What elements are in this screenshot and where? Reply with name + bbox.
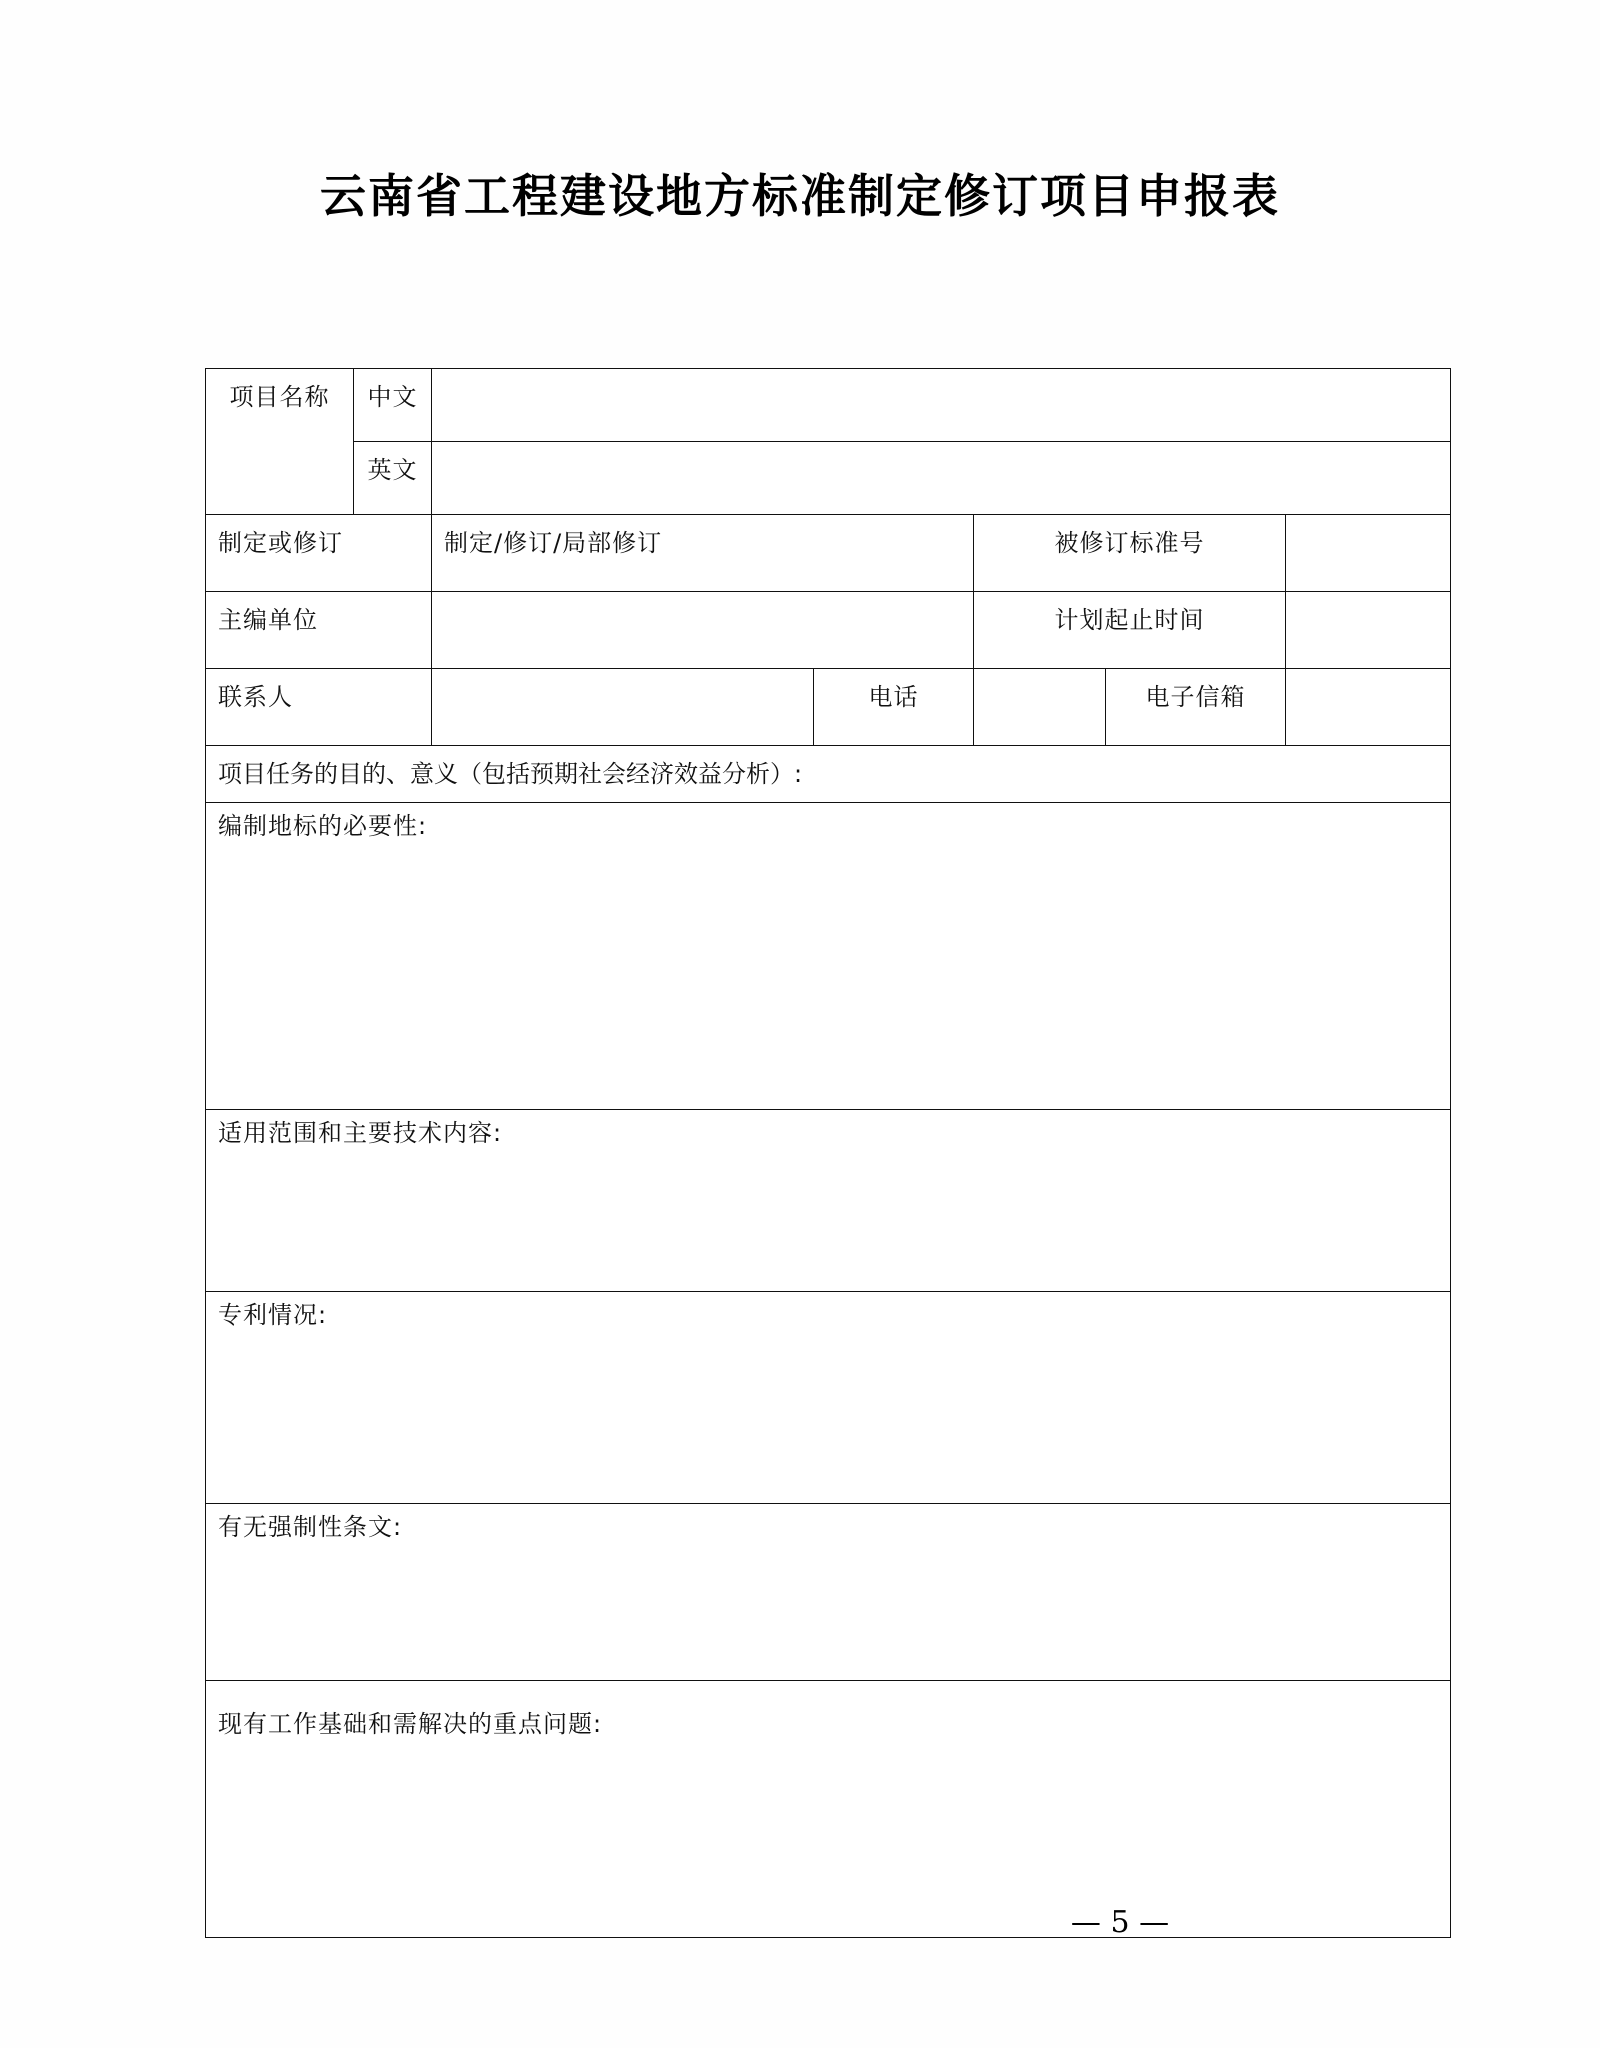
type-value[interactable]: 制定/修订/局部修订 xyxy=(432,515,974,592)
table-row xyxy=(206,1504,1451,1681)
phone-label: 电话 xyxy=(814,669,974,746)
necessity-field[interactable] xyxy=(218,842,1438,852)
phone-field[interactable] xyxy=(974,669,1106,746)
page-title: 云南省工程建设地方标准制定修订项目申报表 xyxy=(320,169,1280,223)
basis-label: 现有工作基础和需解决的重点问题: xyxy=(218,1710,603,1738)
table-row xyxy=(206,803,1451,1110)
project-name-en-field[interactable] xyxy=(432,442,1451,515)
application-form xyxy=(205,368,1450,1938)
mandatory-section[interactable] xyxy=(206,1504,1451,1681)
table-row xyxy=(206,1292,1451,1504)
mandatory-field[interactable] xyxy=(218,1543,1438,1553)
table-row xyxy=(206,515,1451,592)
necessity-label: 编制地标的必要性: xyxy=(218,812,428,840)
basis-section[interactable] xyxy=(206,1681,1451,1938)
scope-field[interactable] xyxy=(218,1149,1438,1159)
table-row xyxy=(206,1681,1451,1938)
project-name-en-label: 英文 xyxy=(354,442,432,515)
type-label: 制定或修订 xyxy=(206,515,432,592)
patent-section[interactable] xyxy=(206,1292,1451,1504)
table-row xyxy=(206,1110,1451,1292)
revised-standard-no-field[interactable] xyxy=(1286,515,1451,592)
project-name-cn-label: 中文 xyxy=(354,369,432,442)
email-label: 电子信箱 xyxy=(1106,669,1286,746)
patent-field[interactable] xyxy=(218,1331,1438,1341)
basis-field[interactable] xyxy=(218,1740,1438,1750)
page-number: — 5 — xyxy=(1070,1905,1170,1940)
scope-section[interactable] xyxy=(206,1110,1451,1292)
plan-period-field[interactable] xyxy=(1286,592,1451,669)
email-field[interactable] xyxy=(1286,669,1451,746)
purpose-label: 项目任务的目的、意义（包括预期社会经济效益分析）: xyxy=(206,746,1451,803)
contact-label: 联系人 xyxy=(206,669,432,746)
table-row xyxy=(206,592,1451,669)
project-name-label: 项目名称 xyxy=(206,369,354,515)
necessity-section[interactable] xyxy=(206,803,1451,1110)
table-row xyxy=(206,442,1451,515)
contact-field[interactable] xyxy=(432,669,814,746)
chief-unit-field[interactable] xyxy=(432,592,974,669)
table-row xyxy=(206,669,1451,746)
form-table xyxy=(205,368,1451,1938)
table-row xyxy=(206,369,1451,442)
patent-label: 专利情况: xyxy=(218,1301,328,1329)
project-name-cn-field[interactable] xyxy=(432,369,1451,442)
plan-period-label: 计划起止时间 xyxy=(974,592,1286,669)
table-row xyxy=(206,746,1451,803)
revised-standard-no-label: 被修订标准号 xyxy=(974,515,1286,592)
mandatory-label: 有无强制性条文: xyxy=(218,1513,403,1541)
chief-unit-label: 主编单位 xyxy=(206,592,432,669)
scope-label: 适用范围和主要技术内容: xyxy=(218,1119,503,1147)
